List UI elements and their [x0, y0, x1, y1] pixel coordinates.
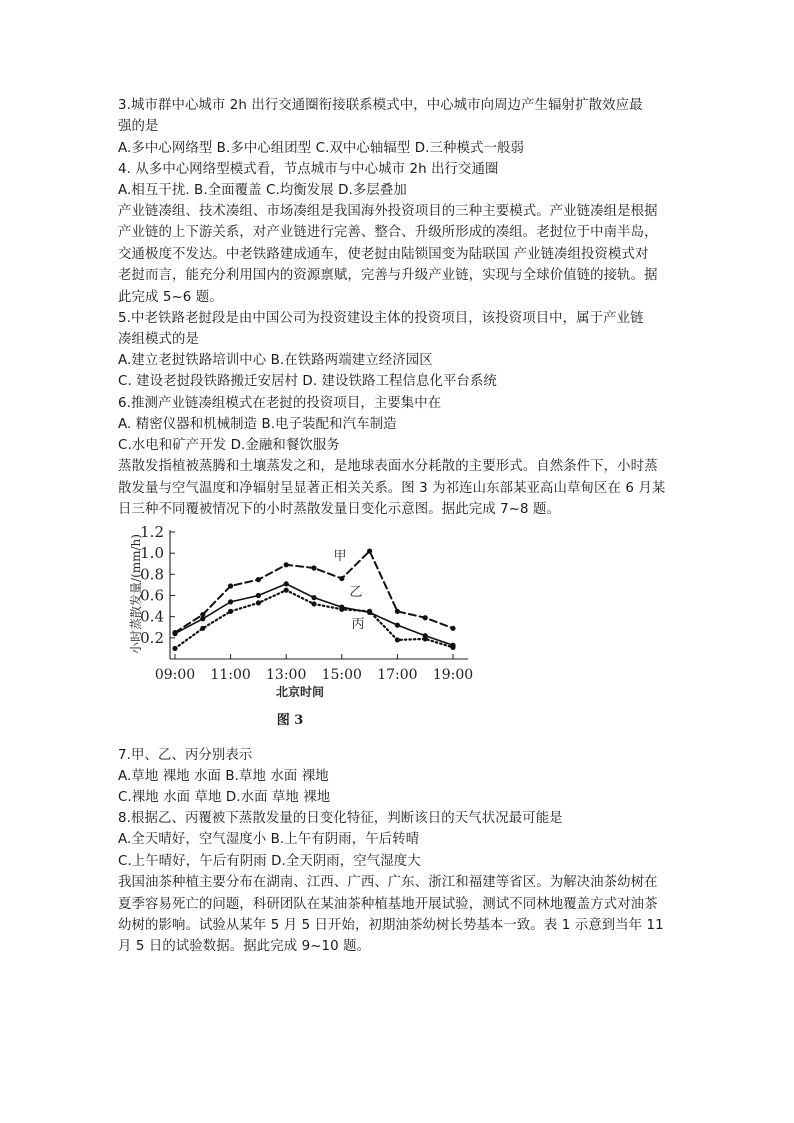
x-tick-label: 17:00: [377, 667, 418, 683]
text-line: 此完成 5~6 题。: [118, 290, 223, 305]
text-line: 4. 从多中心网络型模式看，节点城市与中心城市 2h 出行交通圈: [118, 162, 499, 177]
text-line: A.多中心网络型 B.多中心组团型 C.双中心轴辐型 D.三种模式一般弱: [118, 141, 524, 156]
text-line: A.全天晴好，空气湿度小 B.上午有阴雨，午后转晴: [118, 832, 420, 847]
data-point: [367, 609, 372, 614]
text-line: 日三种不同覆被情况下的小时蒸散发量日变化示意图。据此完成 7~8 题。: [118, 502, 560, 517]
data-point: [228, 609, 233, 614]
data-point: [311, 595, 316, 600]
text-line: 产业链凑组、技术凑组、市场凑组是我国海外投资项目的三种主要模式。产业链凑组是根据: [118, 204, 658, 219]
chart-title: 图 3: [276, 713, 304, 728]
y-tick-label: 0.4: [140, 607, 164, 626]
x-tick-label: 19:00: [432, 667, 474, 683]
data-point: [200, 626, 205, 631]
data-point: [311, 565, 316, 570]
text-line: 我国油茶种植主要分布在湖南、江西、广西、广东、浙江和福建等省区。为解决油茶幼树在: [118, 875, 658, 890]
data-point: [311, 601, 316, 606]
data-point: [367, 548, 372, 553]
text-line: 凑组模式的是: [118, 332, 199, 347]
x-axis-label: 北京时间: [275, 685, 325, 699]
data-point: [284, 581, 289, 586]
y-tick-label: 1.0: [140, 544, 164, 563]
text-line: 3.城市群中心城市 2h 出行交通圈衔接联系模式中，中心城市向周边产生辐射扩散效应最: [118, 98, 643, 113]
text-line: 月 5 日的试验数据。据此完成 9~10 题。: [118, 939, 371, 954]
data-point: [339, 576, 344, 581]
data-point: [339, 607, 344, 612]
text-line: 6.推测产业链凑组模式在老挝的投资项目，主要集中在: [118, 396, 442, 411]
data-point: [228, 599, 233, 604]
data-point: [256, 600, 261, 605]
text-line: 散发量与空气温度和净辐射呈显著正相关关系。图 3 为祁连山东部某亚高山草甸区在 6 月某: [118, 481, 666, 496]
data-point: [172, 646, 177, 651]
data-point: [395, 609, 400, 614]
text-line: 幼树的影响。试验从某年 5 月 5 日开始，初期油茶幼树长势基本一致。表 1 示意到当年 11: [118, 918, 664, 933]
text-line: A. 精密仪器和机械制造 B.电子装配和汽车制造: [118, 417, 397, 432]
data-point: [395, 637, 400, 642]
text-line: A.建立老挝铁路培训中心 B.在铁路两端建立经济园区: [118, 353, 433, 368]
text-line: 5.中老铁路老挝段是由中国公司为投资建设主体的投资项目，该投资项目中，属于产业链: [118, 311, 644, 326]
x-tick-label: 11:00: [210, 667, 251, 683]
data-point: [450, 626, 455, 631]
data-point: [423, 636, 428, 641]
text-line: C.水电和矿产开发 D.金融和餐饮服务: [118, 438, 340, 453]
text-line: A.相互干扰. B.全面覆盖 C.均衡发展 D.多层叠加: [118, 183, 407, 198]
data-point: [395, 623, 400, 628]
data-point: [256, 593, 261, 598]
series-label: 甲: [333, 549, 347, 564]
series-label: 乙: [349, 585, 363, 600]
data-point: [284, 588, 289, 593]
text-line: 8.根据乙、丙覆被下蒸散发量的日变化特征，判断该日的天气状况最可能是: [118, 811, 563, 826]
evapotranspiration-chart: [118, 518, 488, 730]
text-line: 产业链的上下游关系，对产业链进行完善、整合、升级所形成的凑组。老挝位于中南半岛，: [118, 225, 658, 240]
data-point: [228, 583, 233, 588]
data-point: [284, 562, 289, 567]
x-tick-label: 15:00: [321, 667, 362, 683]
text-line: A.草地 裸地 水面 B.草地 水面 裸地: [118, 769, 329, 784]
series-label: 丙: [351, 617, 365, 632]
x-tick-label: 09:00: [154, 667, 196, 683]
text-line: 强的是: [118, 119, 159, 134]
text-line: 7.甲、乙、丙分别表示: [118, 748, 253, 763]
text-line: 夏季容易死亡的问题，科研团队在某油茶种植基地开展试验，测试不同林地覆盖方式对油茶: [118, 897, 658, 912]
text-line: C.上午晴好，午后有阴雨 D.全天阴雨，空气湿度大: [118, 854, 421, 869]
y-tick-label: 0.2: [140, 628, 164, 647]
y-tick-label: 0.6: [140, 586, 164, 605]
y-tick-label: 0.8: [140, 565, 164, 584]
figure-3: [118, 518, 488, 730]
text-line: C. 建设老挝段铁路搬迁安居村 D. 建设铁路工程信息化平台系统: [118, 374, 497, 389]
text-line: C.裸地 水面 草地 D.水面 草地 裸地: [118, 790, 331, 805]
text-line: 老挝而言，能充分利用国内的资源禀赋，完善与升级产业链，实现与全球价值链的接轨。据: [118, 268, 658, 283]
x-tick-label: 13:00: [266, 667, 307, 683]
y-axis-label: 小时蒸散发量/(mm/h): [129, 534, 143, 654]
data-point: [256, 577, 261, 582]
data-point: [200, 616, 205, 621]
text-line: 交通极度不发达。中老铁路建成通车，使老挝由陆锁国变为陆联国 产业链凑组投资模式对: [118, 247, 649, 262]
data-point: [450, 645, 455, 650]
data-point: [172, 631, 177, 636]
text-line: 蒸散发指植被蒸腾和土壤蒸发之和，是地球表面水分耗散的主要形式。自然条件下，小时蒸: [118, 459, 658, 474]
y-tick-label: 1.2: [140, 523, 164, 541]
data-point: [423, 615, 428, 620]
